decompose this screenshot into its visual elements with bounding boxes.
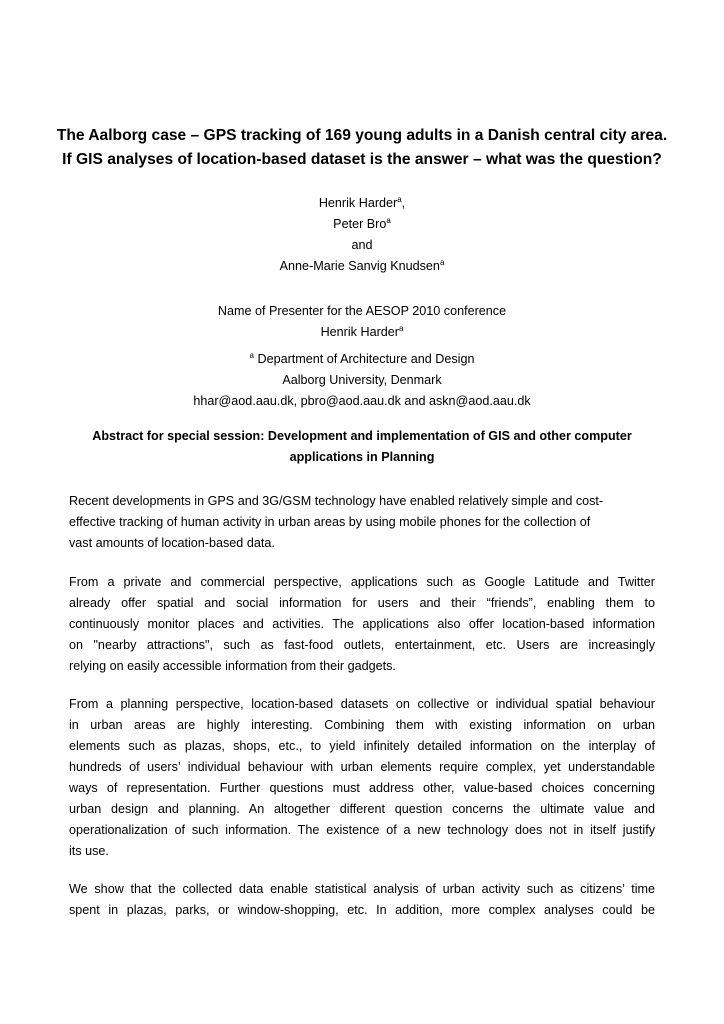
text-line: spent in plazas, parks, or window-shopping, etc. In addition, more complex analyses could be (69, 903, 655, 917)
text-line: already offer spatial and social information for users and their “friends”, enabling them to (69, 596, 655, 610)
text-line: vast amounts of location-based data. (69, 536, 275, 550)
author-2: Peter Bro$^a$ (333, 216, 391, 231)
author-list (60, 193, 664, 277)
paragraph-1 (69, 491, 655, 554)
text-line: urban design and planning. An altogether different question concerns the ultimate value and (69, 802, 655, 816)
text-line: From a planning perspective, location-based datasets on collective or individual spatial behaviour (69, 697, 655, 711)
author-1: Henrik Harder$^a$, (318, 195, 406, 210)
affiliation-block (60, 349, 664, 412)
paragraph-2 (69, 572, 655, 677)
abstract-heading-line-2: applications in Planning (289, 450, 435, 464)
text-line: ways of representation. Further questions must address other, value-based choices concerning (69, 781, 655, 795)
abstract-heading-line-1: Abstract for special session: Development and implementation of GIS and other computer (92, 429, 632, 443)
paragraph-3 (69, 694, 655, 862)
text-line: its use. (69, 844, 109, 858)
text-line: hundreds of users’ individual behaviour with urban elements require complex, yet understandable (69, 760, 655, 774)
paragraph-4 (69, 879, 655, 921)
text-line: From a private and commercial perspective, applications such as Google Latitude and Twitter (69, 575, 655, 589)
title-line-2: If GIS analyses of location-based dataset is the answer – what was the question? (62, 151, 662, 168)
text-line: We show that the collected data enable statistical analysis of urban activity such as citizens’ time (69, 882, 655, 896)
affiliation-department: $^a$ Department of Architecture and Design (249, 351, 475, 366)
affiliation-university: Aalborg University, Denmark (282, 373, 442, 387)
text-line: relying on easily accessible information from their gadgets. (69, 659, 396, 673)
title-line-1: The Aalborg case – GPS tracking of 169 young adults in a Danish central city area. (56, 127, 668, 144)
presenter-block (60, 301, 664, 343)
text-line: in urban areas are highly interesting. Combining them with existing information on urban (69, 718, 655, 732)
text-line: operationalization of such information. The existence of a new technology does not in itself justify (69, 823, 655, 837)
text-line: elements such as plazas, shops, etc., to yield infinitely detailed information on the interplay of (69, 739, 655, 753)
presenter-name: Henrik Harder$^a$ (320, 324, 404, 339)
paper-title (40, 124, 684, 172)
text-line: continuously monitor places and activities. The applications also offer location-based information (69, 617, 655, 631)
author-3: Anne-Marie Sanvig Knudsen$^a$ (279, 258, 445, 273)
text-line: on "nearby attractions", such as fast-food outlets, entertainment, etc. Users are increasingly (69, 638, 655, 652)
abstract-heading (70, 426, 654, 468)
author-conjunction: and (351, 238, 373, 252)
text-line: effective tracking of human activity in urban areas by using mobile phones for the collection of (69, 515, 591, 529)
affiliation-emails: hhar@aod.aau.dk, pbro@aod.aau.dk and askn@aod.aau.dk (193, 394, 531, 408)
text-line: Recent developments in GPS and 3G/GSM technology have enabled relatively simple and cost- (69, 494, 604, 508)
presenter-label: Name of Presenter for the AESOP 2010 conference (217, 304, 507, 318)
